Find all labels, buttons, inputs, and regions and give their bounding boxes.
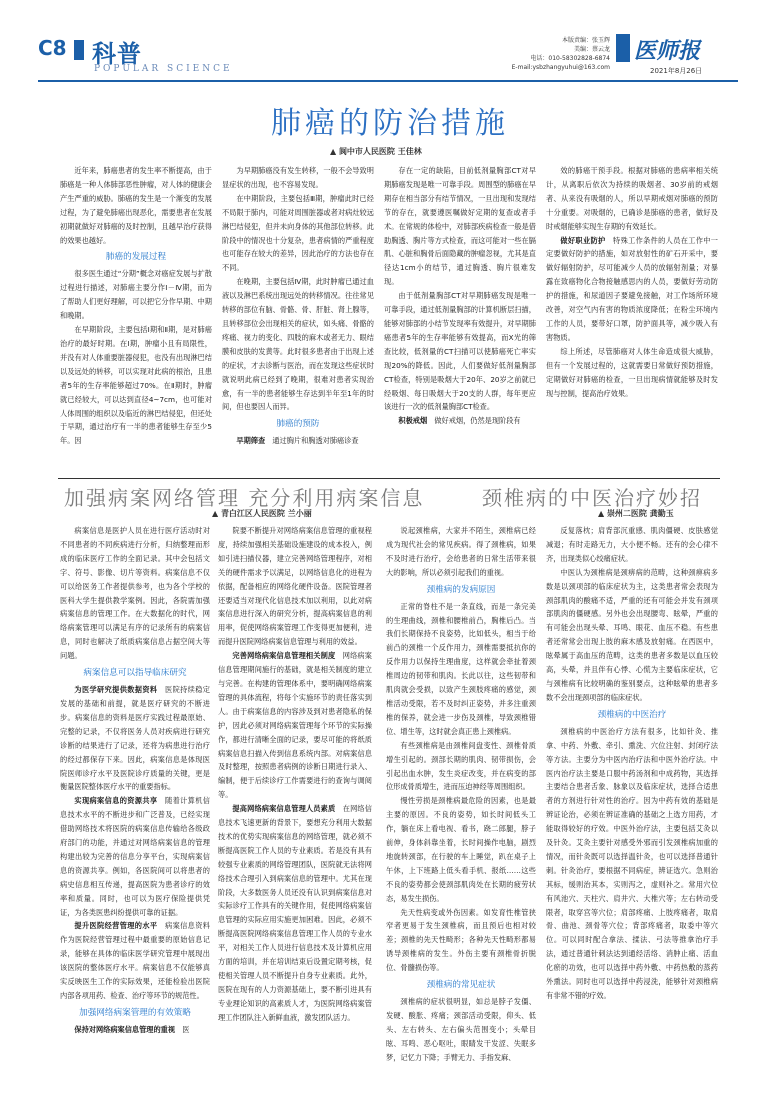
subheading: 颈椎病的常见症状 xyxy=(426,980,496,991)
paragraph xyxy=(546,725,718,1003)
subheading: 病案信息可以指导临床研究 xyxy=(83,668,187,679)
paragraph-lead: 完善网络病案信息管理相关制度 xyxy=(232,651,336,661)
paragraph xyxy=(386,906,536,976)
section-marker xyxy=(74,40,84,60)
paragraph-text: 效的肺癌干预手段。根据对肺癌的患病率相关统计，从离职后依次为持续的吸烟者、30岁前的戒烟者、从来没有吸烟的人，所以早期戒烟对肺癌的预防十分重要。对吸烟的，已确诊是肺癌的患者，做好及时戒烟能够实现生存期的有效延长。 xyxy=(546,166,718,231)
paragraph-text: 网络病案信息管理期间施行的基础，就是相关制度的建立与完善。在构建的管理体系中，要明确网络病案管理的具体流程，将每个实施环节的责任落实到人。由于病案信息的内容涉及到对患者隐私的保护，因此必须对网络病案管理每个环节的实际操作，都进行清晰全面的记录，要尽可能的将纸质病案信息扫描入传到信息系统内部。对病案信息及时整理，按照患者病例的诊断日期进行录入、编制，便于后续诊疗工作需要进行的查询与调阅等。 xyxy=(218,651,372,800)
lung-column-3 xyxy=(384,164,536,428)
paragraph-text: 在晚期，主要包括Ⅳ期，此时肿瘤已通过血液以及淋巴系统出现远处的转移情况。往往常见转移的部位有脑、骨骼、骨、肝脏、肾上腺等，且转移部位会出现相关的症状，如头痛、骨骼的疼痛、视力的变化、四肢的麻木或者无力、眼结膜和皮肤的发黄等。此时很多患者由于出现上述的症状，才去诊断与医治，而在发现这些症状时就说明此病已经到了晚期，很难对患者实现治愈，有一半的患者能够生存达到半年至1年的时间，但也要因人而异。 xyxy=(222,277,374,412)
paragraph-text: 在网络信息技术飞速更新的背景下，要想充分利用大数据技术的优势实现病案信息的网络管理，就必须不断提高医院工作人员的专业素质。若是没有具有较强专业素质的网络管理团队，医院就无法将网络技术合理引入到病案信息的管理中。尤其在现阶段，大多数医务人员还没有认识到病案信息对实际诊疗工作具有的关键作用，促使网络病案信息管理的实际应用实施更加困难。因此，必须不断提高医院网络病案信息管理工作人员的专业水平，对相关工作人员进行信息技术及计算机应用方面的培训，并在培训结束后设置定期考核，促使相关管理人员不断提升自身专业素质。此外，医院在现有的人力资源基础上，要不断引进具有专业理论知识的高素质人才，为医院网络病案管理工作团队注入新鲜血液，激发团队活力。 xyxy=(218,804,372,1022)
paragraph-text: 存在一定的缺陷，目前低剂量胸部CT对早期肺癌发现是唯一可靠手段。周围型的肺癌在早期存在相当部分有结节情况，一旦出现和发现结节的存在，就要遵医嘱做好定期的复查或者手术。在常规的体检中，对肺部疾病检查一般是借助胸透、胸片等方式检查，而这可能对一些在膈肌、心脏和胸骨后面隐藏的肿瘤忽视，尤其是直径达1cm小的结节，通过胸透、胸片很难发现。 xyxy=(384,166,536,287)
paragraph xyxy=(60,683,210,794)
paragraph-text: 特殊工作条件的人员在工作中一定要做好防护的措施，如对放射性的矿石开采中，要做好辐射防护，尽可能减少人员的放辐射剂量；对暴露在致癌物化合物接触感思内的人员，要做好劳动防护的措施，和尿道因子要避免接触，对工作场所环境改善，对空气内有害的物质浓度降低；在粉尘环境内工作的人员，要带好口罩，防护面具等，减少吸入有害物质。 xyxy=(546,235,718,342)
logo-mark xyxy=(616,34,630,62)
paragraph-text: 中医认为颈椎病是颈痹病的范畴，这种颈痹病多数是以颈项部的临床症状为主，这类患者常会表现为颈部肌肉的酸痛不适，严重的还有可能会并发有颈项部肌肉的僵硬感。另外也会出现腰弯、眩晕，严重的有可能会出现头晕、耳鸣、眼花、血压不稳。有些患者还常常会出现上肢的麻木感及放射痛。在西医中，眩晕属于高血压的范畴，这类的患者多数是以血压较高，头晕，并且伴有心悸、心慌为主要临床症状，它与颈椎病有比较明确的鉴别要点，这种眩晕的患者多数不会出现颈项部的临床症状。 xyxy=(546,567,718,702)
paragraph-text: 正常的脊柱不是一条直线，而是一条完美的生理曲线，颈椎和腰椎前凸，胸椎后凸。当我们长期保持不良姿势，比如低头，相当于给前凸的颈椎一个反作用力，颈椎需要抵抗你的反作用力以保持生理曲度，这样就会牵扯着颈椎周边的韧带和肌肉。长此以往，这些韧带和肌肉就会受损，以致产生颈肢疼痛的感觉，颈椎活动受限，若不及时纠正姿势，并多注重颈椎的保养，就会进一步伤及颈椎，导致颈椎错位、增生等，这时就会真正患上颈椎病。 xyxy=(386,601,536,736)
paragraph-text: 由于低剂量胸部CT对早期肺癌发现是唯一可靠手段，通过低剂量胸部的计算机断层扫描，能够对肺部的小结节发现率有效提升，对早期肺癌患者5年的生存率能够有效提高，而X光的筛查比较，低剂量的CT扫描可以使肺癌死亡率实现20%的降低。因此，人们要做好低剂量胸部CT检查，特别是吸烟大于20年、20岁之前就已经吸烟、每日吸烟大于20支的人群，每年更应该进行一次的低剂量胸部CT检查。 xyxy=(384,291,536,412)
paragraph xyxy=(384,289,536,414)
subheading: 加强网络病案管理的有效策略 xyxy=(79,1007,191,1018)
paragraph xyxy=(60,323,212,448)
paragraph xyxy=(222,275,374,414)
paragraph-text: 颈椎病的症状很明显，如总是脖子发僵、发硬、酸胀、疼痛；颈部活动受限，仰头、低头、左右转头、左右偏头范围变小；头晕目眩、耳鸣、恶心呕吐，眼睛发干发涩、失眠多梦，记忆力下降；手臂无力、手指发麻、 xyxy=(386,997,536,1062)
paragraph-text: 在中期阶段，主要包括Ⅲ期，肿瘤此时已经不局限于肺内，可能对周围脏器或者对病灶较远淋巴结侵犯，但并未向身体的其他部位转移。此阶段中的情况也十分复杂，患者病情的严重程度也可能存在较大的差异，因此治疗的方法也存在不同。 xyxy=(222,193,374,273)
publication-date: 2021年8月26日 xyxy=(650,67,703,75)
paragraph xyxy=(386,600,536,739)
paragraph xyxy=(218,524,372,649)
paragraph-text: 反复落枕；肩背部沉重感、肌肉僵硬、皮肤感觉减退；有时走路无力，大小便不畅。还有的会心律不齐，出现类似心绞痛症状。 xyxy=(546,526,718,563)
lung-column-4 xyxy=(546,164,718,400)
paragraph xyxy=(546,234,718,345)
paragraph xyxy=(546,164,718,234)
newspaper-logo: 医师报 xyxy=(634,38,701,64)
lung-column-2 xyxy=(222,164,374,448)
paragraph-text: 医院持续稳定发展的基础和前提，就是医疗研究的不断进步。病案信息的资料是医疗实践过程最原始、完整的记录，不仅将医务人员对疾病进行研究诊断的结果进行了记录，还将为病患进行治疗的经过都保存下来。因此，病案信息是体现医院医师诊疗水平及医院诊疗质量的关键，更是衡量医院整体医疗水平的重要指标。 xyxy=(60,685,210,792)
paragraph xyxy=(60,1023,210,1037)
byline-cervical-spine: ▲ 崇州二医院 龚勤玉 xyxy=(598,509,674,518)
paragraph xyxy=(546,345,718,401)
records-column-1 xyxy=(60,524,210,1037)
paragraph xyxy=(60,164,212,247)
paragraph-text: 在早期阶段，主要包括Ⅰ期和Ⅱ期，是对肺癌治疗的最好时期。在Ⅰ期，肿瘤小且有局限性，并没有对人体重要脏器侵犯，也没有出现淋巴结以及远处的转移，可以实现对此病的根治，且患者5年的生存率能够超过70%。在Ⅱ期时，肿瘤就已经较大，可以达到直径4~7cm，也可能对人体周围的组织以及临近的淋巴结侵犯，但还处于早期，通过治疗有一半的患者能够生存至少5年。因 xyxy=(60,325,212,446)
paragraph-text: 慢性劳损是颈椎病最危险的因素，也是最主要的原因。不良的姿势，如长时间低头工作，躺在床上看电视、看书，跷二郎腿，脖子前伸，身体斜靠坐着，长时间操作电脑，剧烈地旋转颈部，在行驶的车上睡觉，趴在桌子上午休，上下班路上低头看手机、报纸……这些不良的姿势都会使颈部肌肉处在长期的疲劳状态，易发生损伤。 xyxy=(386,796,536,903)
paragraph-text: 院要不断提升对网络病案信息管理的重视程度，持续加强相关基础设施建设的成本投入，例如引进扫描仪器，建立完善网络管理程序，对相关的硬件需求予以满足，以网络信息化的进程为依据，配备相应的网络化硬件设备。医院管理者还要适当对现代化信息技术加以利用，以此对病案信息进行深入的研究分析，提高病案信息的利用率，促使网络病案管理工作变得更加便利，进而提升医院网络病案信息管理与利用的效益。 xyxy=(218,526,372,647)
paragraph-text: 病案信息是医护人员在进行医疗活动时对不同患者的不同疾病进行分析，归纳整理而形成的临床医疗工作的全面记录。其中会包括文字、符号、影像、切片等资料。病案信息不仅可以给医务工作者提供参考，也为各个学校的医科大学生提供教学案例。因此，各院需加强病案信息的管理工作。在大数据化的时代，网络病案管理可以满足有序的记录所有的病案信息，同时也解决了纸质病案信息占据空间大等问题。 xyxy=(60,526,210,661)
paragraph xyxy=(218,649,372,802)
paragraph xyxy=(222,164,374,192)
byline-lung-cancer: ▲ 阆中市人民医院 王佳林 xyxy=(330,147,422,156)
paragraph-text: 做好戒烟，仍然是现阶段有 xyxy=(434,416,521,426)
paragraph-text: 通过胸片和胸透对肺癌诊查 xyxy=(272,436,359,446)
paragraph xyxy=(60,794,210,919)
paragraph-text: 说起颈椎病，大家并不陌生，颈椎病已经成为现代社会的常见疾病。得了颈椎病，如果不及时进行治疗，会给患者的日常生活带来很大的影响，所以必须引起我们的重视。 xyxy=(386,526,536,577)
paragraph-lead: 做好职业防护 xyxy=(560,235,606,245)
paragraph-text: 医 xyxy=(182,1024,190,1034)
designer-line: 美编：蔡云龙 xyxy=(573,46,610,53)
editor-line: 本版责编：张玉辉 xyxy=(561,37,610,44)
paragraph xyxy=(546,524,718,566)
paragraph xyxy=(386,794,536,905)
paragraph-text: 综上所述，尽管肺癌对人体生命造成很大威胁，但有一个发展过程的，这就需要日常做好预防措施，定期做好对肺癌的检查，一旦出现病情就能够及时发现与控制，提高治疗效果。 xyxy=(546,346,718,398)
subheading: 肺癌的发展过程 xyxy=(105,252,167,263)
paragraph-lead: 早期筛查 xyxy=(236,436,266,446)
spine-column-1 xyxy=(386,524,536,1065)
masthead-divider xyxy=(38,80,738,82)
section-title: 科普 xyxy=(92,40,142,68)
paragraph-text: 颈椎病的中医治疗方法有很多，比如针灸、推拿、中药、外敷、牵引、熏洗、穴位注射、封闭疗法等方法。主要分为中医内治疗法和中医外治疗法。中医内治疗法主要是口服中药汤剂和中成药物，其选择主要结合患者舌象、脉象以及临床症状，选择合适患者的方剂进行针对性的治疗。因为中药有效的基础是辨证论治，必须在辨证准确的基础之上选方用药，才能取得较好的疗效。中医外治疗法，主要包括艾灸以及针灸。艾灸主要针对感受外邪而引发颈椎病加重的情况，而针灸既可以选择温针灸，也可以选择普通针刺。针灸治疗，要根据不同病症，辨证选穴。急则治其标，缓则治其本，实则泻之，虚则补之。常用穴位有风池穴、天柱穴、肩井穴、大椎穴等；左右转动受限者，取穿宫等穴位；肩部疼痛、上肢疼痛者，取肩骨、曲池、颈骨等穴位；背部疼痛者，取委中等穴位。可以同时配合拿法、揉法、弓法等推拿治疗手法，通过普通针刺法达到通经活络、消肿止痛、活血化瘀的功效，也可以选择中药外敷、中药热敷的蒸药外熏法。同时也可以选择中药浸洗，能够针对颈椎病有非常不错的疗效。 xyxy=(546,726,718,1000)
paragraph-text: 近年来，肺癌患者的发生率不断提高，由于肺癌是一种人体肺部恶性肿瘤，对人体的健康会产生严重的威胁。肺癌的发生是一个渐变的发展过程，为了避免肺癌出现恶化，需要患者在发展初期就做好对肺癌的及时控制，且越早治疗获得的效果也越好。 xyxy=(60,166,212,245)
paragraph xyxy=(386,739,536,795)
paragraph-lead: 积极戒烟 xyxy=(398,416,428,426)
paragraph xyxy=(384,164,536,289)
paragraph xyxy=(222,434,374,448)
editor-info xyxy=(470,36,610,72)
paragraph-text: 先天性病变或外伤因素。如发育性椎管狭窄者更易于发生颈椎病，而且预后也相对较差；颈椎的先天性畸形；各种先天性畸形都易诱导颈椎病的发生。外伤主要有颈椎骨折脱位、骨髓损伤等。 xyxy=(386,907,536,973)
subheading: 颈椎病的中医治疗 xyxy=(597,709,667,720)
paragraph xyxy=(386,524,536,580)
page-number: C8 xyxy=(38,36,67,60)
paragraph xyxy=(218,802,372,1025)
paragraph-lead: 实现病案信息的资源共享 xyxy=(74,796,158,806)
spine-column-2 xyxy=(546,524,718,1003)
headline-lung-cancer: 肺癌的防治措施 xyxy=(271,106,509,141)
paragraph-lead: 保持对网络病案信息管理的重视 xyxy=(74,1024,176,1034)
subheading: 肺癌的预防 xyxy=(276,419,320,430)
paragraph-text: 病案信息资料作为医院经营管理过程中最重要的原始信息记录，能够在具体的临床医学研究管理中展现出该医院的整体医疗水平。病案信息不仅能够真实反映医生工作的实际效果，还能检验出医院内部各项用药、检查、治疗等环节的规范性。 xyxy=(60,921,210,1000)
paragraph-text: 随着计算机信息技术水平的不断进步和广泛普及，已经实现借助网络技术将医院的病案信息传输给各级政府部门的功能，并通过对网络病案信息的管理构建出较为完善的信息分享平台，实现病案信息的资源共享。例如，各医院间可以将患者的病史信息相互传递，提高医院为患者诊疗的效率和质量。同时，也可以为医疗保险提供凭证，为各类医患纠纷提供可靠的证据。 xyxy=(60,796,210,917)
paragraph-lead: 提升医院经营管理的水平 xyxy=(74,921,158,931)
paragraph xyxy=(546,566,718,705)
paragraph xyxy=(60,267,212,323)
email-line: E-mail:ysbzhangyuhui@163.com xyxy=(511,64,610,71)
subheading: 颈椎病的发病原因 xyxy=(426,584,496,595)
paragraph-lead: 为医学研究提供数据资料 xyxy=(74,685,158,695)
paragraph xyxy=(60,524,210,663)
paragraph xyxy=(222,192,374,275)
paragraph xyxy=(384,414,536,428)
paragraph-text: 为早期肺癌没有发生转移，一般不会导致明显症状的出现，也不容易发现。 xyxy=(222,166,374,189)
phone-line: 电话：010-58302828-6874 xyxy=(530,55,610,62)
byline-medical-records: ▲ 青白江区人民医院 兰小丽 xyxy=(212,509,312,518)
paragraph xyxy=(386,995,536,1065)
paragraph-lead: 提高网络病案信息管理人员素质 xyxy=(232,804,336,814)
lung-column-1 xyxy=(60,164,212,448)
records-column-2 xyxy=(218,524,372,1025)
paragraph xyxy=(60,919,210,1002)
headline-medical-records: 加强病案网络管理 充分利用病案信息 xyxy=(64,486,425,510)
section-english: POPULAR SCIENCE xyxy=(94,64,233,74)
paragraph-text: 很多医生通过“分期”概念对癌症发展与扩散过程进行描述，对肺癌主要分作Ⅰ－Ⅳ期，而为了帮助人们更好理解，可以把它分作早期、中期和晚期。 xyxy=(60,269,212,321)
headline-cervical-spine: 颈椎病的中医治疗妙招 xyxy=(482,486,702,510)
paragraph-text: 有些颈椎病是由颈椎间盘变性、颈椎骨质增生引起的。颈部长期的肌肉、韧带损伤，会引起出血水肿，发生炎症改变，并在病变的部位形成骨质增生，进而压迫神经等周围组织。 xyxy=(386,740,536,792)
section-divider xyxy=(58,478,720,479)
